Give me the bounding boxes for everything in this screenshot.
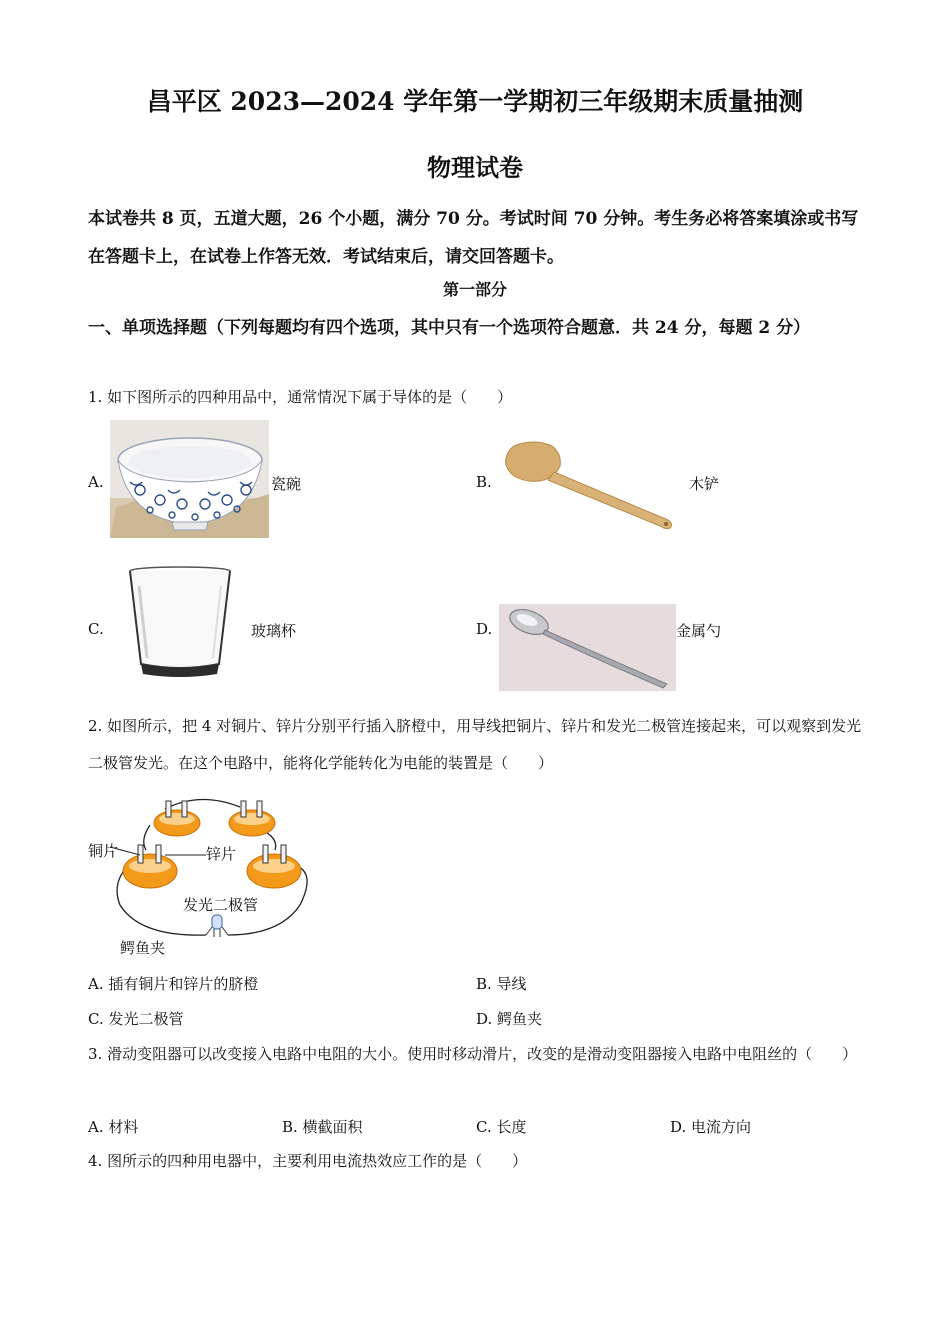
q2-option-c: C. 发光二极管 <box>88 1010 184 1028</box>
label-copper-plate: 铜片 <box>88 842 119 860</box>
section-heading: 一、单项选择题（下列每题均有四个选项，其中只有一个选项符合题意．共 24 分，每题 2 分） <box>88 318 811 338</box>
porcelain-bowl-image <box>110 420 269 538</box>
q1-option-c-caption: 玻璃杯 <box>251 622 297 640</box>
q3-option-d: D. 电流方向 <box>670 1118 752 1136</box>
q3-option-a: A. 材料 <box>88 1118 139 1136</box>
metal-spoon-image <box>499 604 676 691</box>
subject-title: 物理试卷 <box>427 153 523 182</box>
orange-battery-circuit-diagram <box>110 795 320 955</box>
question-1-stem: 1. 如下图所示的四种用品中，通常情况下属于导体的是（ ） <box>88 388 513 406</box>
q2-option-a: A. 插有铜片和锌片的脐橙 <box>88 975 259 993</box>
question-3-stem: 3. 滑动变阻器可以改变接入电路中电阻的大小。使用时移动滑片，改变的是滑动变阻器接入电路中电阻丝的（ ） <box>88 1045 858 1063</box>
exam-title: 昌平区 2023—2024 学年第一学期初三年级期末质量抽测 <box>146 87 804 116</box>
exam-instructions: 本试卷共 8 页，五道大题，26 个小题，满分 70 分。考试时间 70 分钟。考生务必将答案填涂或书写在答题卡上，在试卷上作答无效．考试结束后，请交回答题卡。 <box>88 209 859 267</box>
q1-option-b-caption: 木铲 <box>689 475 720 493</box>
question-2-stem: 2. 如图所示，把 4 对铜片、锌片分别平行插入脐橙中，用导线把铜片、锌片和发光二极管连接起来，可以观察到发光二极管发光。在这个电路中，能将化学能转化为电能的装置是（ ） <box>88 717 862 772</box>
q1-option-a-caption: 瓷碗 <box>271 475 302 493</box>
q1-option-a-letter: A. <box>88 473 104 491</box>
q1-option-d-caption: 金属勺 <box>676 622 722 640</box>
question-4-stem: 4. 图所示的四种用电器中，主要利用电流热效应工作的是（ ） <box>88 1152 528 1170</box>
q3-option-c: C. 长度 <box>476 1118 527 1136</box>
q1-option-c-letter: C. <box>88 620 104 638</box>
label-led: 发光二极管 <box>183 896 259 914</box>
q3-option-b: B. 横截面积 <box>282 1118 363 1136</box>
label-alligator-clip: 鳄鱼夹 <box>120 939 166 957</box>
part-heading: 第一部分 <box>442 280 507 299</box>
q2-option-b: B. 导线 <box>476 975 527 993</box>
wooden-spatula-image <box>500 436 680 536</box>
glass-cup-image <box>127 566 233 680</box>
q1-option-d-letter: D. <box>476 620 493 638</box>
q1-option-b-letter: B. <box>476 473 492 491</box>
q2-option-d: D. 鳄鱼夹 <box>476 1010 543 1028</box>
label-zinc-plate: 锌片 <box>206 845 237 863</box>
